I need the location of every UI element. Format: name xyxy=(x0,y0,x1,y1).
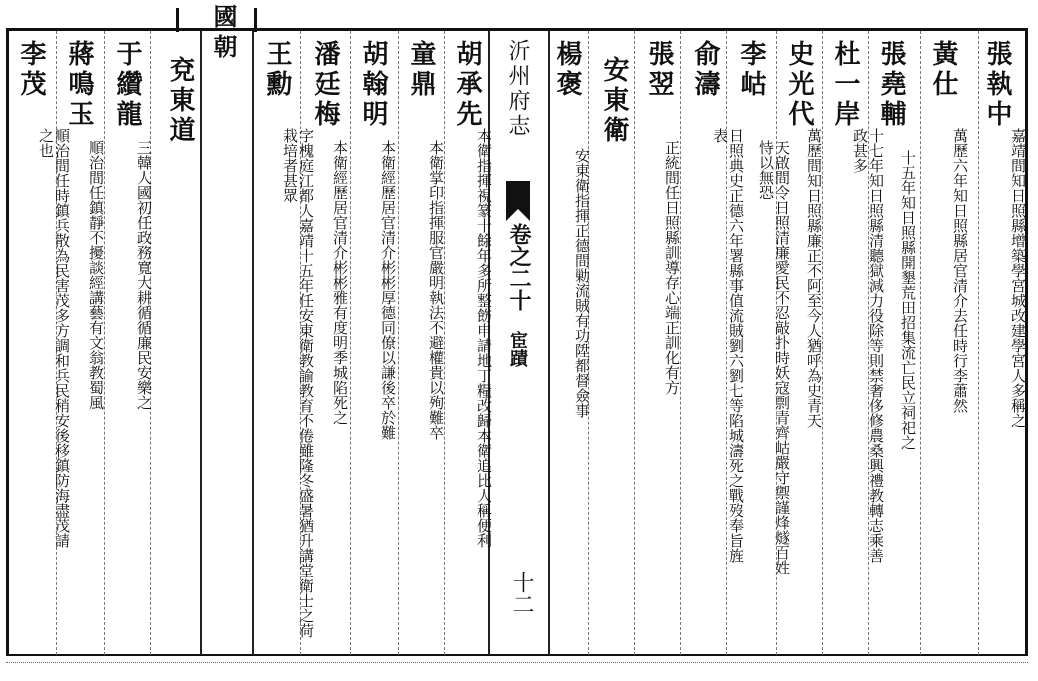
section-heading: 安東衛 xyxy=(599,56,629,146)
official-name: 蔣鳴玉 xyxy=(64,40,94,130)
record-column xyxy=(928,40,958,100)
official-name: 張執中 xyxy=(982,40,1012,130)
record-column xyxy=(16,40,46,100)
official-name: 俞濤 xyxy=(690,40,720,100)
record-column xyxy=(982,40,1012,130)
official-name: 張堯輔 xyxy=(876,40,906,130)
record-text: 日照典史正德六年署縣事值流賊劉六劉七等陷城濤死之戰歿奉旨旌表 xyxy=(711,128,745,563)
rule xyxy=(978,31,979,655)
volume-label: 卷之二十 xyxy=(506,223,532,311)
rule xyxy=(920,31,921,655)
record-text: 順治間任鎮靜不擾談經講藝有文翁教蜀風 xyxy=(87,140,105,410)
official-name: 張翌 xyxy=(644,40,674,100)
book-title: 沂州府志 xyxy=(505,39,530,139)
record-column xyxy=(830,40,860,130)
record-text: 本衛掌印指揮服官嚴明執法不避權貴以殉難卒 xyxy=(427,140,445,440)
record-text: 本衛經歷居官清介彬彬雅有度明季城陷死之 xyxy=(331,140,349,425)
section-label: 宦蹟 xyxy=(507,331,528,367)
record-text: 本衛指揮視篆十餘年多所整飭申請地丁糧改歸本衛追比人稱便利 xyxy=(475,128,493,548)
record-column xyxy=(690,40,720,100)
record-column xyxy=(876,40,906,130)
tab-line-left xyxy=(176,8,179,32)
record-column xyxy=(310,40,340,130)
record-column xyxy=(262,40,292,100)
record-text: 本衛經歷居官清介彬彬厚德同僚以謙後卒於難 xyxy=(379,140,397,440)
record-text: 萬歷間知日照縣廉正不阿至今人猶呼為史青天 xyxy=(805,128,823,428)
record-text: 嘉靖間知日照縣增築學宮城改建學宮人多稱之 xyxy=(1009,128,1027,428)
tab-line-right xyxy=(254,8,257,32)
official-name: 杜一岸 xyxy=(830,40,860,130)
book-spine xyxy=(488,31,548,655)
record-column xyxy=(552,40,582,100)
record-text: 字槐庭江都人嘉靖十五年任安東衛教諭教育不倦雖隆冬盛暑猶升講堂衛士之荷栽培者甚眾 xyxy=(281,128,315,638)
record-column xyxy=(736,40,766,100)
rule xyxy=(350,31,351,655)
record-column xyxy=(406,40,436,100)
bottom-edge xyxy=(6,654,1028,663)
record-column xyxy=(644,40,674,100)
official-name: 于纘龍 xyxy=(112,40,142,130)
official-name: 胡承先 xyxy=(452,40,482,130)
record-text: 三韓人國初任政務寬大耕循循廉民安樂之 xyxy=(135,140,153,410)
record-column xyxy=(452,40,482,130)
section-heading: 兗東道 xyxy=(165,56,195,146)
page-number: 十二 xyxy=(509,571,534,615)
fishtail-mark xyxy=(506,181,530,221)
official-name: 潘廷梅 xyxy=(310,40,340,130)
national-heading: 國朝 xyxy=(209,4,238,64)
record-text: 天啟間令日照清廉愛民不忍敲扑時妖寇剽青齊岵嚴守禦謹烽燧百姓恃以無恐 xyxy=(757,140,791,575)
rule xyxy=(398,31,399,655)
rule xyxy=(200,31,202,655)
record-text: 安東衛指揮正德間勦流賊有功陞都督僉事 xyxy=(573,148,591,418)
center-rule xyxy=(548,31,550,655)
official-name: 李茂 xyxy=(16,40,46,100)
official-name: 楊褒 xyxy=(552,40,582,100)
official-name: 史光代 xyxy=(784,40,814,130)
record-text: 萬歷六年知日照縣居官清介去任時行李蕭然 xyxy=(951,128,969,413)
official-name: 胡翰明 xyxy=(358,40,388,130)
rule xyxy=(634,31,635,655)
official-name: 童鼎 xyxy=(406,40,436,100)
record-text: 十七年知日照縣清聽獄減力役除等則禁奢侈修農桑興禮教轉志乘善政甚多 xyxy=(851,128,885,563)
record-column xyxy=(64,40,94,130)
record-column xyxy=(112,40,142,130)
record-text: 正統間任日照縣訓導存心端正訓化有方 xyxy=(663,140,681,395)
rule xyxy=(252,31,254,655)
record-text: 順治間任時鎮兵散為民害茂多方調和兵民稍安後移鎮防海盡茂請之也 xyxy=(37,128,71,548)
official-name: 王勳 xyxy=(262,40,292,100)
record-text: 十五年知日照縣開墾荒田招集流亡民立祠祀之 xyxy=(899,150,917,450)
official-name: 黃仕 xyxy=(928,40,958,100)
record-column xyxy=(784,40,814,130)
record-column xyxy=(358,40,388,130)
official-name: 李岵 xyxy=(736,40,766,100)
